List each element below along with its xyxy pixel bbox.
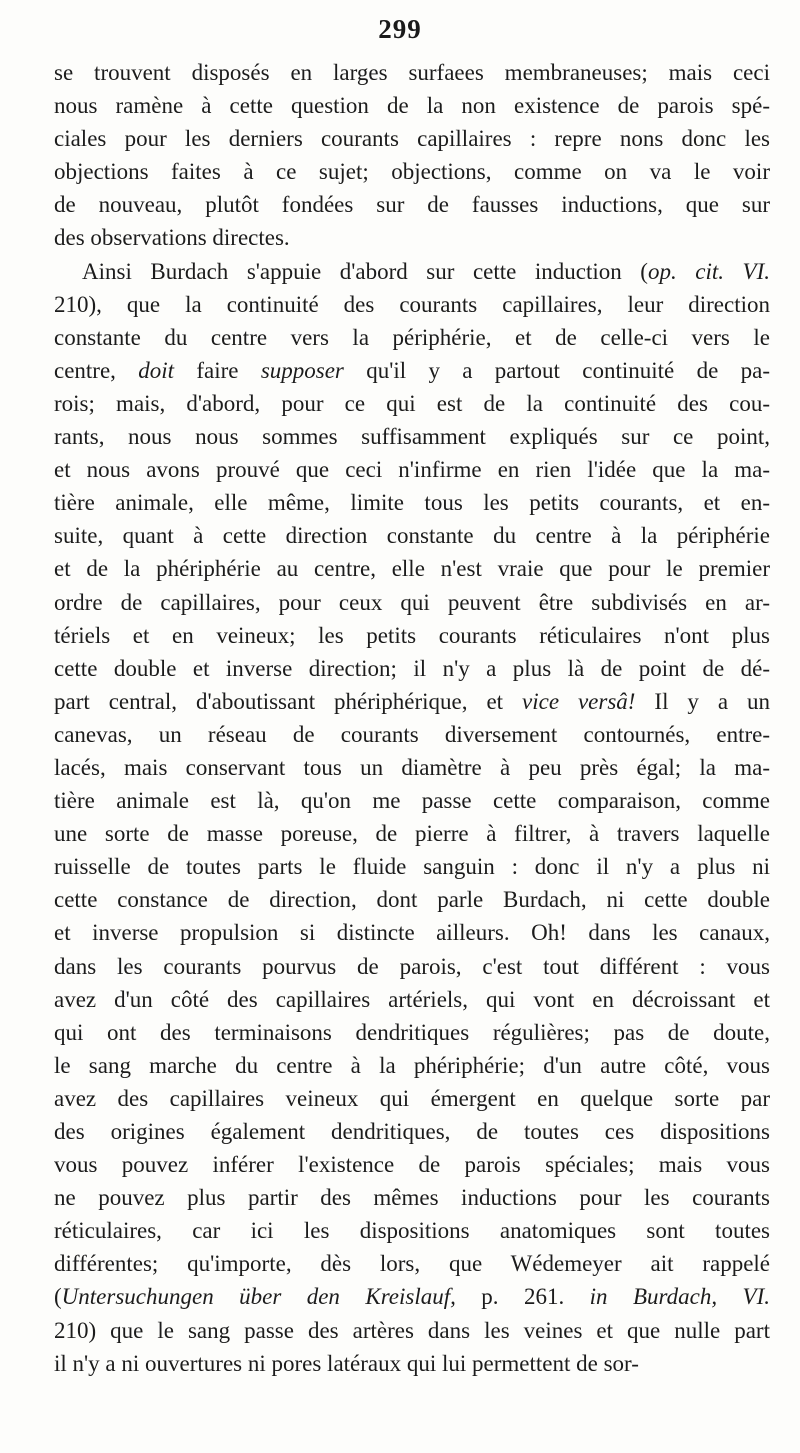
text-line-39: 210) que le sang passe des artères dans les veines et que nulle part xyxy=(54,1317,770,1343)
text-line-26: cette constance de direction, dont parle Burdach, ni cette double xyxy=(54,887,770,913)
text-line-3: ciales pour les derniers courants capillaires : repre nons donc les xyxy=(54,126,770,152)
text-line-16: et de la phériphérie au centre, elle n'est vraie que pour le premier xyxy=(54,556,770,582)
text-line-9: constante du centre vers la périphérie, et de celle-ci vers le xyxy=(54,324,770,350)
text-line-20-a: part central, d'aboutissant phériphérique, et xyxy=(54,688,523,714)
page-number: 299 xyxy=(378,14,422,44)
text-line-30: qui ont des terminaisons dendritiques régulières; pas de doute, xyxy=(54,1019,770,1045)
emphasis-doit: doit xyxy=(138,357,175,383)
text-line-11: rois; mais, d'abord, pour ce qui est de la continuité des cou- xyxy=(54,390,770,416)
text-line-38 xyxy=(54,1280,770,1313)
text-line-25: ruisselle de toutes parts le fluide sanguin : donc il n'y a plus ni xyxy=(54,854,770,880)
text-line-7 xyxy=(54,255,770,288)
text-line-17: ordre de capillaires, pour ceux qui peuvent être subdivisés en ar- xyxy=(54,589,770,615)
text-line-24: une sorte de masse poreuse, de pierre à filtrer, à travers laquelle xyxy=(54,821,770,847)
text-line-20-c: Il y a un xyxy=(635,688,770,714)
text-line-38-c: p. 261. xyxy=(455,1284,590,1310)
text-line-22: lacés, mais conservant tous un diamètre à peu près égal; la ma- xyxy=(54,754,770,780)
citation-untersuchungen: Untersuchungen über den Kreislauf, xyxy=(61,1284,456,1310)
body-text xyxy=(54,56,770,1380)
text-line-12: rants, nous nous sommes suffisamment expliqués sur ce point, xyxy=(54,424,770,450)
citation-in-burdach: in Burdach, VI. xyxy=(589,1284,770,1310)
text-line-34: vous pouvez inférer l'existence de parois spéciales; mais vous xyxy=(54,1152,770,1178)
text-line-1: se trouvent disposés en larges surfaees membraneuses; mais ceci xyxy=(54,60,770,85)
text-line-29: avez d'un côté des capillaires artériels, qui vont en décroissant et xyxy=(54,986,770,1012)
text-line-14: tière animale, elle même, limite tous les petits courants, et en- xyxy=(54,490,770,516)
text-line-35: ne pouvez plus partir des mêmes inductions pour les courants xyxy=(54,1185,770,1211)
text-line-18: tériels et en veineux; les petits courants réticulaires n'ont plus xyxy=(54,622,770,648)
text-line-40: il n'y a ni ouvertures ni pores latéraux qui lui permettent de sor- xyxy=(54,1350,639,1376)
text-line-23: tière animale est là, qu'on me passe cette comparaison, comme xyxy=(54,788,770,814)
text-line-33: des origines également dendritiques, de toutes ces dispositions xyxy=(54,1119,770,1144)
emphasis-supposer: supposer xyxy=(260,357,344,383)
text-line-6: des observations directes. xyxy=(54,225,290,251)
citation-op-cit: op. cit. VI. xyxy=(647,258,770,284)
text-line-38-a: ( xyxy=(54,1284,62,1310)
text-line-4: objections faites à ce sujet; objections, comme on va le voir xyxy=(54,159,770,185)
text-line-5: de nouveau, plutôt fondées sur de fausses inductions, que sur xyxy=(54,192,770,218)
text-line-27: et inverse propulsion si distincte ailleurs. Oh! dans les canaux, xyxy=(54,920,770,946)
text-line-10-a: centre, xyxy=(54,357,139,383)
text-line-21: canevas, un réseau de courants diversement contournés, entre- xyxy=(54,721,770,747)
text-line-10-c: faire xyxy=(174,357,261,383)
text-line-31: le sang marche du centre à la phériphérie; d'un autre côté, vous xyxy=(54,1052,770,1078)
text-line-28: dans les courants pourvus de parois, c'est tout différent : vous xyxy=(54,953,770,979)
text-line-37: différentes; qu'importe, dès lors, que Wédemeyer ait rappelé xyxy=(54,1251,770,1277)
text-line-10 xyxy=(54,354,770,387)
text-line-2: nous ramène à cette question de la non existence de parois spé- xyxy=(54,93,770,119)
text-line-19: cette double et inverse direction; il n'y a plus là de point de dé- xyxy=(54,655,770,681)
text-line-7-roman: Ainsi Burdach s'appuie d'abord sur cette induction ( xyxy=(82,258,648,284)
text-line-8: 210), que la continuité des courants capillaires, leur direction xyxy=(54,291,770,317)
text-line-32: avez des capillaires veineux qui émergent en quelque sorte par xyxy=(54,1085,770,1111)
emphasis-vice-versa: vice versâ! xyxy=(522,688,636,714)
text-line-15: suite, quant à cette direction constante du centre à la périphérie xyxy=(54,523,770,549)
text-line-20 xyxy=(54,685,770,718)
text-line-13: et nous avons prouvé que ceci n'infirme en rien l'idée que la ma- xyxy=(54,457,770,483)
text-line-36: réticulaires, car ici les dispositions anatomiques sont toutes xyxy=(54,1218,770,1244)
text-line-10-e: qu'il y a partout continuité de pa- xyxy=(343,357,770,383)
